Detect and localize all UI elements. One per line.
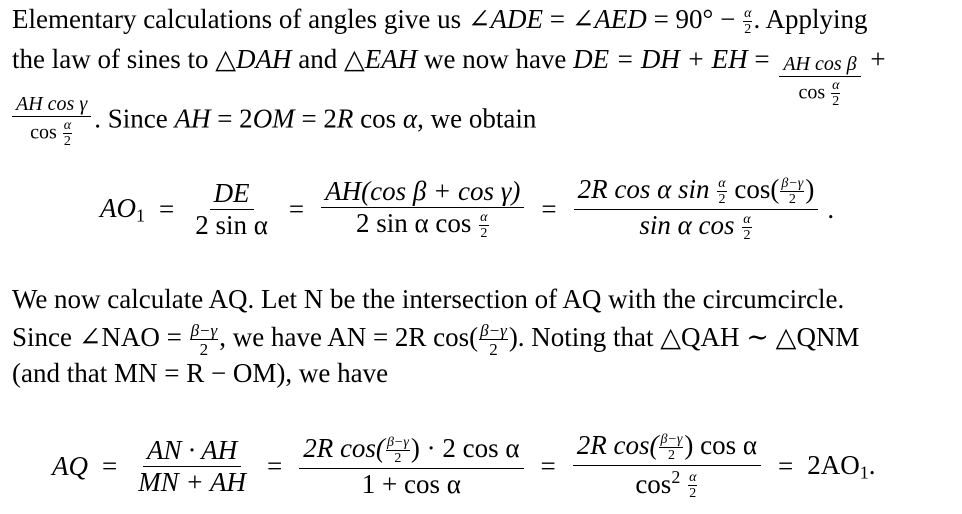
expression-om: OM [252,103,295,134]
equation-rhs [807,449,876,483]
fraction-numerator: AH cos β [779,54,860,77]
fraction-numerator: α [744,5,752,21]
period: . [827,193,835,224]
text-span: 2R cos( [576,430,659,460]
fraction-numerator: α [832,78,840,93]
text-span: cos [798,81,826,104]
para2-line1 [12,286,844,313]
text-span: We now calculate AQ. Let N be the intersection of AQ with the circumcircle. [12,284,845,314]
text-span: = 90° − [646,4,743,34]
para1-line3 [12,94,536,149]
expression-ah: AH [174,103,211,134]
fraction-beta-gamma-2 [780,177,804,207]
period: . [868,449,876,480]
text-span: and [291,44,344,74]
fraction-numerator: α [718,175,726,191]
fraction-alpha-2 [717,177,726,207]
fraction-numerator: AH(cos β + cos γ) [321,178,524,208]
fraction-denominator: 2 sin α [195,209,268,240]
fraction-denominator: MN + AH [138,467,246,498]
text-span: (and that MN = R − OM), we have [12,358,389,388]
fraction-denominator: 2 [832,94,840,109]
equals-sign: = [266,451,283,482]
fraction-numerator: AN · AH [143,437,241,467]
text-span: Since ∠NAO = [12,322,189,353]
text-span: ) cos α [684,430,758,460]
fraction-denominator: 2 [489,340,498,359]
equation-ao1 [100,176,834,243]
fraction-denominator: 2 [689,486,697,502]
fraction-numerator: AH cos γ [12,94,91,117]
fraction-numerator: α [743,211,751,227]
fraction-denominator: 2 [480,225,488,241]
fraction-alpha-2 [688,471,697,501]
fraction-numerator [573,432,761,466]
text-span: 2AO [807,449,860,480]
text-span: = 2 [210,103,253,134]
fraction-numerator: α [480,209,488,225]
fraction-numerator: β−γ [660,431,683,447]
equals-sign: = [778,451,794,482]
fraction-alpha-2 [831,79,840,109]
text-span: ) · 2 cos α [410,433,520,464]
equals-sign: = [288,193,305,224]
fraction-numerator: β−γ [190,321,218,340]
text-span: Elementary calculations of angles give us [12,4,468,34]
text-span: . Applying [753,4,868,34]
text-span: cos( [727,174,780,204]
fraction-denominator [352,208,494,241]
fraction-denominator [794,77,845,109]
text-span: cos [30,121,57,144]
fraction-ah-cos-gamma [12,94,91,149]
fraction-ah-cos-beta [779,54,860,109]
text-span: the law of sines to [12,44,216,74]
fraction-2r-cos-sin [574,176,819,243]
fraction-denominator: 2 [718,191,726,207]
equals-sign: = [541,193,557,224]
symbol-alpha: α [402,103,418,134]
text-span: 2R cos( [303,433,385,464]
fraction-2r-cos-cos2 [573,432,761,501]
text-span: ). Noting that △QAH ∼ △QNM [508,322,860,353]
equation-aq [52,432,876,501]
angle-aed: ∠AED [571,4,647,34]
text-span: , we obtain [417,103,537,134]
fraction-denominator: 2 [63,134,71,149]
fraction-denominator: 2 [394,451,402,467]
text-span: + [863,44,886,74]
superscript: 2 [671,466,681,487]
text-span: . Since [94,103,175,134]
fraction-numerator: β−γ [781,175,804,191]
fraction-beta-gamma-2 [386,436,410,466]
angle-ade: ∠ADE [467,4,543,34]
fraction-an-ah [134,437,250,496]
triangle-dah: △DAH [215,44,292,74]
fraction-numerator [299,435,523,469]
text-span: = [542,4,572,34]
fraction-ah-cos-sum [321,175,524,241]
text-span: AO [100,192,136,223]
equation-lhs [100,192,145,226]
fraction-numerator: α [63,118,72,133]
subscript: 1 [859,462,869,483]
para1-line1 [12,6,867,37]
fraction-numerator: β−γ [386,435,409,451]
text-span: we now have [417,44,574,74]
text-span: sin α cos [639,209,735,240]
equals-sign: = [102,451,118,482]
fraction-denominator: 2 [199,340,209,359]
fraction-alpha-2 [743,7,752,37]
fraction-de-over-2sin [191,177,272,240]
fraction-denominator: 2 [744,21,752,37]
fraction-denominator [635,210,756,243]
expression-r: R [336,103,354,134]
fraction-numerator [574,176,819,210]
fraction-denominator: 2 [667,447,675,463]
triangle-eah: △EAH [343,44,418,74]
fraction-beta-gamma-2 [479,322,508,358]
equals-sign: = [540,451,556,482]
text-span: 2 sin α cos [356,207,472,238]
fraction-beta-gamma-2 [190,322,219,358]
para2-line3 [12,360,388,387]
text-span: ) [805,174,815,204]
fraction-alpha-2 [742,213,751,243]
text-span: = [747,44,777,74]
fraction-denominator: 2 [743,227,751,243]
equation-lhs: AQ [52,451,88,482]
fraction-2r-cos-2cos [299,435,523,498]
fraction-denominator: 2 [788,191,796,207]
text-span: 2R cos α sin [577,174,710,204]
fraction-denominator: 1 + cos α [361,469,461,500]
fraction-alpha-2 [479,211,488,241]
fraction-numerator: DE [210,180,254,210]
expression-de: DE = DH + EH [573,44,748,74]
fraction-denominator [631,466,702,502]
subscript: 1 [136,205,145,226]
text-span: , we have AN = 2R cos( [219,322,479,353]
fraction-alpha-2 [63,119,72,149]
equals-sign: = [159,193,175,224]
text-span: cos [353,103,403,134]
para2-line2 [12,322,859,358]
text-span: cos [635,468,672,499]
fraction-numerator: β−γ [480,321,507,340]
fraction-beta-gamma-2 [659,433,683,463]
fraction-numerator: α [689,470,697,486]
fraction-denominator [26,117,77,149]
text-span: = 2 [294,103,337,134]
